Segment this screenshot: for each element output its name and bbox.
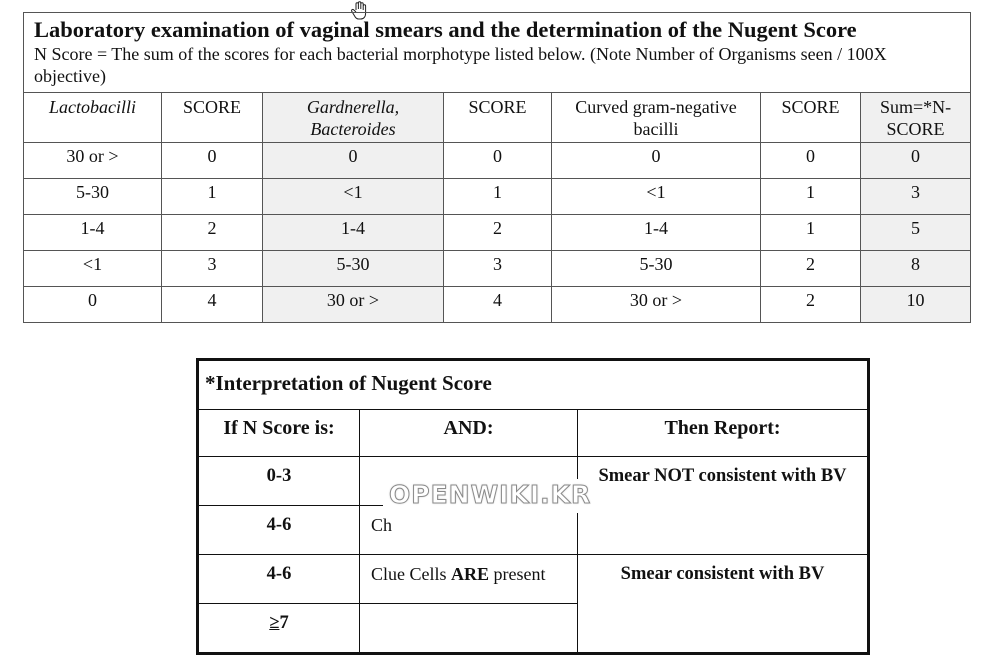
- col-header-n-score: Sum=*N-SCORE: [861, 93, 971, 143]
- table-cell: 30 or >: [263, 287, 444, 323]
- interpretation-row: [198, 555, 869, 604]
- table-cell: 1: [444, 179, 552, 215]
- col-header-gardnerella: Gardnerella, Bacteroides: [263, 93, 444, 143]
- table-cell: 1-4: [552, 215, 761, 251]
- table-cell: 30 or >: [552, 287, 761, 323]
- col-header-curved-bacilli: Curved gram-negative bacilli: [552, 93, 761, 143]
- table-cell: 1-4: [24, 215, 162, 251]
- table-cell: 10: [861, 287, 971, 323]
- table-row: [24, 179, 971, 215]
- table-cell: 5-30: [24, 179, 162, 215]
- nugent-score-table: [23, 12, 971, 323]
- col-header-if-score: If N Score is:: [198, 410, 360, 457]
- col-header-score-3: SCORE: [761, 93, 861, 143]
- report-cell: Smear consistent with BV: [578, 555, 869, 604]
- table-cell: 8: [861, 251, 971, 287]
- table-cell: 3: [444, 251, 552, 287]
- condition-cell: [360, 604, 578, 654]
- table-subtitle: N Score = The sum of the scores for each bacterial morphotype listed below. (Note Number of Organisms seen / 100X objective): [34, 44, 887, 86]
- table-cell: 3: [861, 179, 971, 215]
- table-cell: <1: [24, 251, 162, 287]
- table-row: [24, 287, 971, 323]
- table-row: [24, 143, 971, 179]
- table-cell: 0: [162, 143, 263, 179]
- table-cell: 4: [162, 287, 263, 323]
- score-cell: 4-6: [198, 555, 360, 604]
- table-cell: 5-30: [552, 251, 761, 287]
- watermark: OPENWIKI.KR: [389, 480, 592, 509]
- table-cell: 0: [24, 287, 162, 323]
- table-cell: 2: [444, 215, 552, 251]
- interpretation-title: *Interpretation of Nugent Score: [198, 360, 869, 410]
- table-cell: 0: [861, 143, 971, 179]
- table-cell: 0: [444, 143, 552, 179]
- table-cell: 4: [444, 287, 552, 323]
- col-header-lactobacilli: Lactobacilli: [24, 93, 162, 143]
- condition-cell: [360, 555, 578, 604]
- table-cell: 2: [761, 287, 861, 323]
- table-title: Laboratory examination of vaginal smears and the determination of the Nugent Score: [34, 17, 857, 42]
- table-cell: 0: [761, 143, 861, 179]
- report-cell: Smear NOT consistent with BV: [578, 457, 869, 506]
- table-row: [24, 251, 971, 287]
- col-header-score-2: SCORE: [444, 93, 552, 143]
- table-cell: 3: [162, 251, 263, 287]
- table-cell: 1: [761, 179, 861, 215]
- table-cell: <1: [263, 179, 444, 215]
- condition-cell: Ch: [360, 506, 578, 555]
- table-row: [24, 215, 971, 251]
- report-cell: [578, 604, 869, 654]
- table-cell: 1: [761, 215, 861, 251]
- table-cell: 0: [552, 143, 761, 179]
- interpretation-row: [198, 604, 869, 654]
- table-cell: 5-30: [263, 251, 444, 287]
- table-cell: 2: [761, 251, 861, 287]
- col-header-then-report: Then Report:: [578, 410, 869, 457]
- column-header-row: [24, 93, 971, 143]
- col-header-score-1: SCORE: [162, 93, 263, 143]
- score-cell: 0-3: [198, 457, 360, 506]
- table-cell: <1: [552, 179, 761, 215]
- report-cell: [578, 506, 869, 555]
- table-header-cell: [24, 13, 971, 93]
- table-cell: 5: [861, 215, 971, 251]
- score-cell: [198, 604, 360, 654]
- score-symbol: ≥: [269, 613, 280, 633]
- table-cell: 0: [263, 143, 444, 179]
- table-cell: 2: [162, 215, 263, 251]
- col-header-and: AND:: [360, 410, 578, 457]
- table-cell: 1: [162, 179, 263, 215]
- condition-text: present: [489, 564, 546, 584]
- condition-text: Clue Cells: [371, 564, 451, 584]
- table-cell: 1-4: [263, 215, 444, 251]
- score-number: 7: [279, 613, 289, 633]
- interpretation-header-row: [198, 410, 869, 457]
- condition-emphasis: ARE: [451, 564, 490, 584]
- table-cell: 30 or >: [24, 143, 162, 179]
- score-cell: 4-6: [198, 506, 360, 555]
